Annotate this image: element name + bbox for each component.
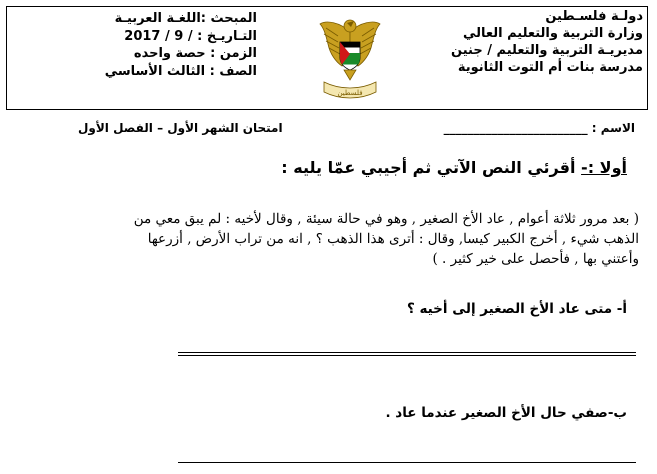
reading-passage xyxy=(34,209,639,269)
subject-line: المبحث :اللغـة العربيـة xyxy=(114,11,257,26)
passage-line: وأعتني بها , فأحصل على خير كثير . ) xyxy=(432,251,639,267)
directorate-line: مديريـة التربية والتعليم / جنين xyxy=(451,43,643,58)
passage-line: الذهب شيء , أخرج الكبير كيسا, وقال : أترى هذا الذهب ؟ , انه من تراب الأرض , أزرعها xyxy=(147,231,639,247)
grade-line: الصف : الثالث الأساسي xyxy=(104,63,257,79)
answer-line-a[interactable] xyxy=(178,352,636,356)
exam-title: امتحان الشهر الأول – الفصل الأول xyxy=(78,121,283,135)
country-line: دولـة فلسـطين xyxy=(545,9,643,24)
question-one-title xyxy=(281,158,627,177)
ministry-line: وزارة التربية والتعليم العالي xyxy=(462,26,643,41)
emblem-scroll-text: فلسطين xyxy=(337,89,363,97)
question-b: ب-صفي حال الأخ الصغير عندما عاد . xyxy=(385,405,627,421)
exam-info xyxy=(105,10,257,80)
school-line: مدرسة بنات أم التوت الثانوية xyxy=(457,60,643,75)
question-one-number: أولا :- xyxy=(581,158,627,177)
palestine-eagle-emblem xyxy=(318,14,382,100)
date-line: التـاريـخ : / 9 / 2017 xyxy=(124,28,257,44)
passage-line: ( بعد مرور ثلاثة أعوام , عاد الأخ الصغير , وهو في حالة سيئة , وقال لأخيه : لم يبق معي من xyxy=(133,211,639,227)
duration-line: الزمن : حصة واحده xyxy=(133,46,257,61)
school-info xyxy=(451,8,643,76)
student-name-field[interactable]: الاسم : ________________________ xyxy=(443,121,635,135)
question-one-text: أقرئي النص الآتي ثم أجيبي عمّا يليه : xyxy=(281,158,582,177)
answer-line-b[interactable] xyxy=(178,462,636,463)
question-a: أ- متى عاد الأخ الصغير إلى أخيه ؟ xyxy=(406,301,627,317)
